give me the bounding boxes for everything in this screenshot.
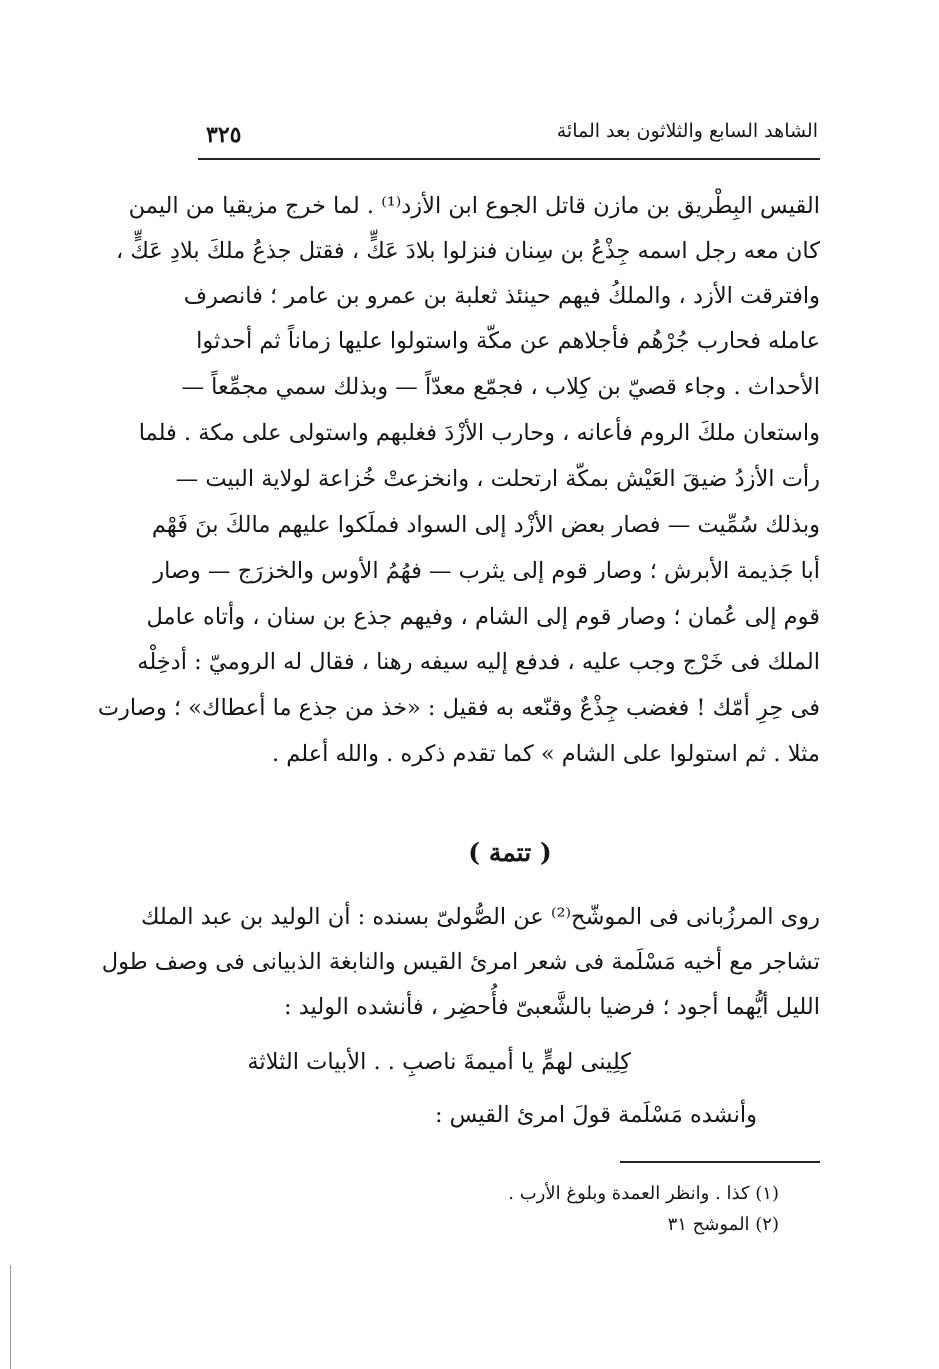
footnote-rule [620,1161,820,1163]
footnote: (٢) الموشح ٣١ [667,1214,779,1235]
body-line: عامله فحارب جُرْهُم فأجلاهم عن مكّة واستولوا عليها زماناً ثم أحدثوا [196,328,820,354]
section-line: تشاجر مع أخيه مَسْلَمة فى شعر امرئ القيس والنابغة الذبيانى فى وصف طول [101,949,820,975]
body-line: الأحداث . وجاء قصيّ بن كِلاب ، فجمّع معدّاً — وبذلك سمي مجمِّعاً — [181,374,820,400]
body-line: وبذلك سُمِّيت — فصار بعض الأزْد إلى السواد فملَكوا عليهم مالكَ بنَ فَهْم [151,512,820,538]
body-line: قوم إلى عُمان ؛ وصار قوم إلى الشام ، وفيهم جذع بن سنان ، وأتاه عامل [146,604,820,630]
verse-line: كِلِينى لهمٍّ يا أميمةَ ناصبِ . . الأبيات الثلاثة [247,1049,631,1075]
body-line: الملك فى خَرْج وجب عليه ، فدفع إليه سيفه رهنا ، فقال له الروميّ : أدخِلْه [137,649,820,675]
running-title: الشاهد السابع والثلاثون بعد المائة [556,120,818,142]
body-line: أبا جَذيمة الأبرش ؛ وصار قوم إلى يثرب — فهُمُ الأوس والخزرَج — وصار [153,558,820,584]
body-line: وافترقت الأزد ، والملكُ فيهم حينئذ ثعلبة بن عمرو بن عامر ؛ فانصرف [183,283,820,309]
body-line: كان معه رجل اسمه جِذْعُ بن سِنان فنزلوا بلادَ عَكٍّ ، فقتل جذعُ ملكَ بلادِ عَكٍّ ، [115,238,820,264]
page-header [200,118,820,158]
section-line: الليل أيُّهما أجود ؛ فرضيا بالشَّعبىّ فأُحضِر ، فأنشده الوليد : [284,994,820,1020]
header-rule [198,158,820,160]
section-line: روى المرزُبانى فى الموشّح⁽²⁾ عن الصُّولىّ بسنده : أن الوليد بن عبد الملك [140,904,820,930]
body-line: رأت الأزدُ ضيقَ العَيْش بمكّة ارتحلت ، وانخزعتْ خُزاعة لولاية البيت — [175,466,820,492]
body-line: فى حِرِ أمّك ! فغضب جِذْعٌ وقنّعه به فقيل : «خذ من جذع ما أعطاك» ؛ وصارت [97,695,820,721]
body-line: واستعان ملكَ الروم فأعانه ، وحارب الأزْدَ فغلبهم واستولى على مكة . فلما [138,420,820,446]
section-heading: ( تتمة ) [468,838,552,867]
page-number: ٣٢٥ [206,122,242,148]
body-line: مثلا . ثم استولوا على الشام » كما تقدم ذكره . والله أعلم . [271,741,820,767]
body-line: القيس البِطْريق بن مازن قاتل الجوع ابن الأزد⁽¹⁾ . لما خرج مزيقيا من اليمن [128,193,820,219]
footnote: (١) كذا . وانظر العمدة وبلوغ الأرب . [508,1183,779,1204]
scan-edge-line [10,1265,11,1369]
closing-line: وأنشده مَسْلَمة قولَ امرئ القيس : [434,1102,757,1128]
